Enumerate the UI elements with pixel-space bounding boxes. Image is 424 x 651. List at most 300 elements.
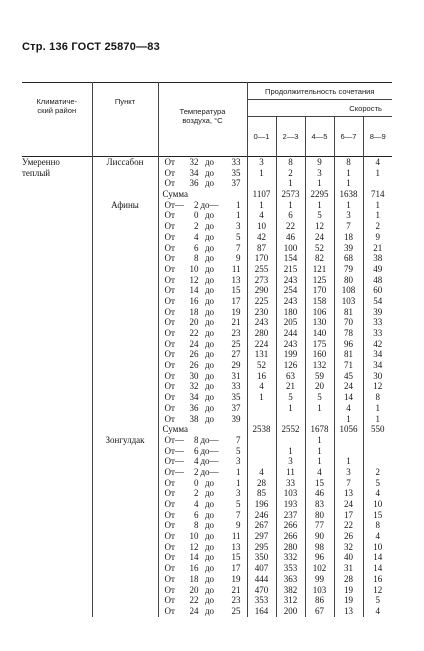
speed-col-2-3: 2—3 [276,117,305,157]
region-name-line: Умеренно [22,157,60,167]
duration-value: 22 [286,221,295,232]
station-name: Зонгулдак [105,434,145,445]
temperature-to: до [204,317,215,328]
temperature-to: до [204,328,215,339]
duration-value: 79 [344,263,353,274]
temperature-to: до [204,477,215,488]
duration-value: 199 [283,349,298,360]
duration-value: 164 [254,605,269,616]
temperature-range [165,552,247,563]
temperature-to: до [204,605,215,616]
temperature-range [165,563,247,574]
duration-value: 353 [254,595,269,606]
duration-value: 266 [283,520,298,531]
duration-value: 10 [257,221,266,232]
duration-value: 4 [259,466,264,477]
temperature-t1: 10 [189,263,199,274]
temperature-t1: 2 [194,488,199,499]
duration-value: 13 [344,605,353,616]
station-block [22,157,392,190]
duration-value: 350 [254,552,269,563]
duration-value: 16 [373,573,383,584]
temperature-range [165,275,247,286]
duration-value: 254 [283,285,298,296]
temperature-from: От [164,210,175,221]
duration-value: 5 [375,595,380,606]
duration-value: 40 [344,552,353,563]
temperature-t2: 29 [231,360,241,371]
duration-value: 444 [254,573,269,584]
temperature-t2: 3 [236,488,241,499]
temperature-from: От— [164,445,184,456]
duration-value: 26 [344,531,353,542]
temperature-range [165,360,247,371]
empty-cell [22,424,92,435]
temperature-t2: 25 [231,338,241,349]
sum-value: 1638 [334,189,363,200]
speed-values-cell [363,157,392,190]
duration-value: 237 [283,509,298,520]
sum-row [22,189,392,200]
temperature-range [165,574,247,585]
temperature-t2: 11 [231,531,241,542]
temperature-range [165,499,247,510]
duration-value: 96 [315,552,324,563]
temperature-to: до [204,541,215,552]
duration-value: 108 [341,285,356,296]
duration-value: 82 [315,253,324,264]
temperature-to: до [204,595,215,606]
duration-value: 18 [344,231,353,242]
temperature-from: От [164,595,175,606]
duration-value: 205 [283,317,298,328]
temperature-t1: 6 [194,509,199,520]
duration-value: 273 [254,274,269,285]
duration-value: 5 [375,477,380,488]
temperature-t2: 9 [236,253,241,264]
duration-value: 90 [315,531,324,542]
temperature-column-header: Температура воздуха, °С [158,83,247,157]
station-name: Лиссабон [106,157,144,167]
temperature-from: От— [164,456,184,467]
duration-value: 7 [346,477,351,488]
temperature-from: От [164,413,175,424]
duration-value: 200 [283,605,298,616]
duration-value: 1 [259,199,264,210]
duration-value: 21 [286,381,295,392]
temperature-to: до [204,285,215,296]
duration-value [277,414,305,425]
station-block [22,200,392,424]
temperature-t1: 34 [189,167,199,178]
temperature-t2: 25 [231,605,241,616]
temperature-t2: 17 [231,563,241,574]
temperature-range [165,414,247,425]
speed-values-cell [247,435,276,617]
temperature-from: От [164,285,175,296]
duration-value [364,435,393,446]
duration-value: 19 [344,584,353,595]
duration-value: 246 [254,509,269,520]
region-column-header: Климатиче- ский район [36,97,78,115]
duration-value: 46 [286,231,295,242]
duration-value: 126 [283,360,298,371]
temperature-to: до [204,360,215,371]
temperature-t1: 32 [189,381,199,392]
duration-value: 4 [346,402,351,413]
duration-value: 30 [373,370,383,381]
temperature-t2: 27 [231,349,241,360]
temperature-range [165,392,247,403]
temperature-to: до— [200,434,219,445]
duration-value: 297 [254,531,269,542]
temperature-t1: 2 [194,466,199,477]
temperature-to: до— [200,456,219,467]
temperature-t2: 31 [231,370,241,381]
temperature-from: От [164,563,175,574]
duration-value: 243 [283,338,298,349]
duration-value: 267 [254,520,269,531]
duration-value: 8 [346,157,351,167]
duration-value: 140 [312,328,327,339]
region-name-line: теплый [22,167,51,178]
duration-value: 230 [254,306,269,317]
duration-value: 14 [373,563,383,574]
duration-value: 14 [373,552,383,563]
temperature-to: до [204,253,215,264]
temperature-t1: 20 [189,584,199,595]
duration-value [364,446,393,457]
temperature-from: От [164,349,175,360]
temperature-from: От— [164,434,184,445]
temperature-t1: 16 [189,563,199,574]
temperature-t1: 2 [194,221,199,232]
speed-values-cell [305,157,334,190]
temperature-to: до [204,157,215,167]
duration-value: 3 [346,466,351,477]
temperature-range [165,446,247,457]
temperature-t1: 24 [189,338,199,349]
temperature-from: От [164,221,175,232]
temperature-from: От— [164,466,184,477]
duration-value: 1 [317,402,322,413]
duration-value: 54 [373,295,383,306]
duration-value: 71 [344,360,353,371]
duration-value [335,435,363,446]
temperature-to: до [204,392,215,403]
temperature-to: до [204,370,215,381]
temperature-from: От [164,231,175,242]
temperature-to: до— [200,199,219,210]
duration-value: 4 [317,466,322,477]
temperature-t1: 12 [189,541,199,552]
speed-header: Скорость [247,100,392,117]
station-block [22,435,392,617]
standard-code: ГОСТ 25870—83 [71,41,160,53]
temperature-cell [158,157,247,190]
duration-value: 1 [317,199,322,210]
temperature-cell [158,200,247,424]
sum-label: Сумма [162,424,188,435]
temperature-to: до [204,552,215,563]
temperature-t2: 37 [231,402,241,413]
temperature-to: до [204,584,215,595]
duration-value: 85 [257,488,266,499]
temperature-to: до [204,573,215,584]
duration-value: 96 [344,338,353,349]
duration-value: 1 [317,434,322,445]
sum-label-cell [158,424,247,435]
temperature-t1: 24 [189,605,199,616]
temperature-from: От [164,392,175,403]
temperature-range [165,606,247,617]
duration-value: 15 [315,477,324,488]
sum-label-cell [158,189,247,200]
temperature-range [165,157,247,168]
duration-value: 78 [344,328,353,339]
duration-value: 77 [315,520,324,531]
duration-value: 24 [344,381,353,392]
temperature-t1: 36 [189,402,199,413]
duration-value: 290 [254,285,269,296]
temperature-t1: 8 [194,253,199,264]
temperature-t2: 1 [236,199,241,210]
duration-value: 243 [283,295,298,306]
temperature-t2: 7 [236,242,241,253]
region-cell [22,435,92,617]
temperature-t2: 37 [231,178,241,189]
duration-value: 8 [288,157,293,167]
temperature-from: От [164,274,175,285]
duration-value: 28 [344,573,353,584]
temperature-t1: 14 [189,285,199,296]
temperature-to: до [204,520,215,531]
sum-row [22,424,392,435]
temperature-t2: 21 [231,584,241,595]
temperature-to: до [204,242,215,253]
temperature-from: От [164,552,175,563]
temperature-t2: 11 [231,263,241,274]
duration-value: 52 [315,242,324,253]
station-name-cell [92,200,158,424]
temperature-to: до [204,263,215,274]
temperature-to: до— [200,445,219,456]
temperature-from: От [164,370,175,381]
duration-value: 8 [375,520,380,531]
temperature-range [165,585,247,596]
duration-value [248,414,276,425]
temperature-from: От [164,381,175,392]
sum-value: 1056 [334,424,363,435]
speed-values-cell [276,435,305,617]
duration-value: 1 [375,210,380,221]
speed-values-cell [363,435,392,617]
duration-value: 10 [373,499,383,510]
temperature-from: От [164,306,175,317]
duration-value: 103 [341,295,356,306]
duration-value [364,456,393,467]
temperature-t2: 5 [236,231,241,242]
duration-value: 24 [315,231,324,242]
duration-value: 2 [375,466,380,477]
temperature-from: От [164,488,175,499]
temperature-t2: 9 [236,520,241,531]
temperature-t1: 10 [189,531,199,542]
temperature-from: От [164,573,175,584]
duration-value: 45 [344,370,353,381]
speed-values-cell [334,435,363,617]
temperature-t1: 14 [189,552,199,563]
temperature-range [165,232,247,243]
duration-value: 52 [257,360,266,371]
duration-value [248,403,276,414]
duration-value: 103 [283,488,298,499]
duration-value: 1 [375,167,380,178]
temperature-t2: 23 [231,595,241,606]
temperature-from: От [164,584,175,595]
empty-cell [22,189,92,200]
sum-value: 1678 [305,424,334,435]
temperature-t1: 32 [189,157,199,167]
temperature-t1: 0 [194,210,199,221]
duration-value: 4 [259,210,264,221]
speed-col-6-7: 6—7 [334,117,363,157]
temperature-t1: 26 [189,349,199,360]
duration-value: 224 [254,338,269,349]
duration-value: 363 [283,573,298,584]
duration-value: 4 [375,605,380,616]
duration-value: 3 [259,157,264,167]
duration-value: 33 [373,317,383,328]
temperature-from: От [164,338,175,349]
temperature-to: до [204,338,215,349]
duration-value: 4 [375,157,380,167]
temperature-t2: 35 [231,392,241,403]
temperature-from: От [164,531,175,542]
region-cell [22,200,92,424]
duration-value: 5 [317,210,322,221]
temperature-t1: 4 [194,231,199,242]
temperature-t2: 15 [231,285,241,296]
duration-value: 103 [312,584,327,595]
temperature-range [165,296,247,307]
duration-value: 312 [283,595,298,606]
speed-values-cell [305,435,334,617]
duration-value: 280 [283,541,298,552]
duration-value: 244 [283,328,298,339]
region-cell [22,157,92,190]
duration-value: 83 [315,499,324,510]
duration-value: 20 [315,381,324,392]
duration-value: 4 [259,381,264,392]
duration-value: 1 [375,413,380,424]
duration-value: 1 [346,456,351,467]
duration-value: 2 [375,221,380,232]
duration-value: 7 [346,221,351,232]
temperature-t2: 7 [236,509,241,520]
duration-value: 60 [373,285,383,296]
duration-value: 193 [283,499,298,510]
temperature-range [165,178,247,189]
speed-values-cell [334,157,363,190]
temperature-range [165,285,247,296]
duration-value [248,435,276,446]
duration-value: 12 [373,381,383,392]
speed-col-0-1: 0—1 [247,117,276,157]
duration-value [277,435,305,446]
duration-value: 3 [317,167,322,178]
duration-value: 15 [373,509,383,520]
duration-value: 121 [312,263,327,274]
temperature-t2: 1 [236,466,241,477]
duration-value: 1 [346,199,351,210]
duration-value: 9 [375,231,380,242]
duration-value: 170 [254,253,269,264]
duration-value: 31 [344,563,353,574]
temperature-to: до [204,499,215,510]
duration-value: 332 [283,552,298,563]
duration-value: 34 [373,349,383,360]
duration-value: 86 [315,595,324,606]
duration-value [335,446,363,457]
temperature-t1: 20 [189,317,199,328]
duration-value: 12 [373,584,383,595]
temperature-range [165,488,247,499]
station-name-cell [92,435,158,617]
temperature-t1: 22 [189,595,199,606]
duration-value: 132 [312,360,327,371]
temperature-range [165,264,247,275]
duration-value: 1 [288,402,293,413]
duration-value: 1 [288,199,293,210]
duration-value: 67 [315,605,324,616]
temperature-to: до [204,531,215,542]
duration-value: 80 [344,274,353,285]
speed-values-cell [276,200,305,424]
page-header [22,41,160,53]
temperature-t2: 17 [231,295,241,306]
temperature-t2: 13 [231,541,241,552]
duration-value: 280 [254,328,269,339]
duration-value: 243 [254,317,269,328]
duration-value: 81 [344,306,353,317]
temperature-range [165,467,247,478]
duration-value: 38 [373,253,383,264]
duration-value: 255 [254,263,269,274]
temperature-to: до [204,349,215,360]
temperature-to: до [204,413,215,424]
temperature-from: От [164,605,175,616]
duration-header: Продолжительность сочетания [247,83,392,100]
temperature-range [165,456,247,467]
temperature-t1: 18 [189,306,199,317]
temperature-to: до [204,210,215,221]
point-column-header: Пункт [92,83,158,157]
duration-value: 1 [259,392,264,403]
duration-value: 1 [317,178,322,189]
temperature-t1: 12 [189,274,199,285]
temperature-range [165,542,247,553]
temperature-from: От [164,167,175,178]
sum-value: 550 [363,424,392,435]
temperature-range [165,510,247,521]
temperature-t1: 4 [194,499,199,510]
duration-value [248,446,276,457]
duration-value: 154 [283,253,298,264]
temperature-from: От [164,328,175,339]
sum-value: 2552 [276,424,305,435]
duration-value: 100 [283,242,298,253]
